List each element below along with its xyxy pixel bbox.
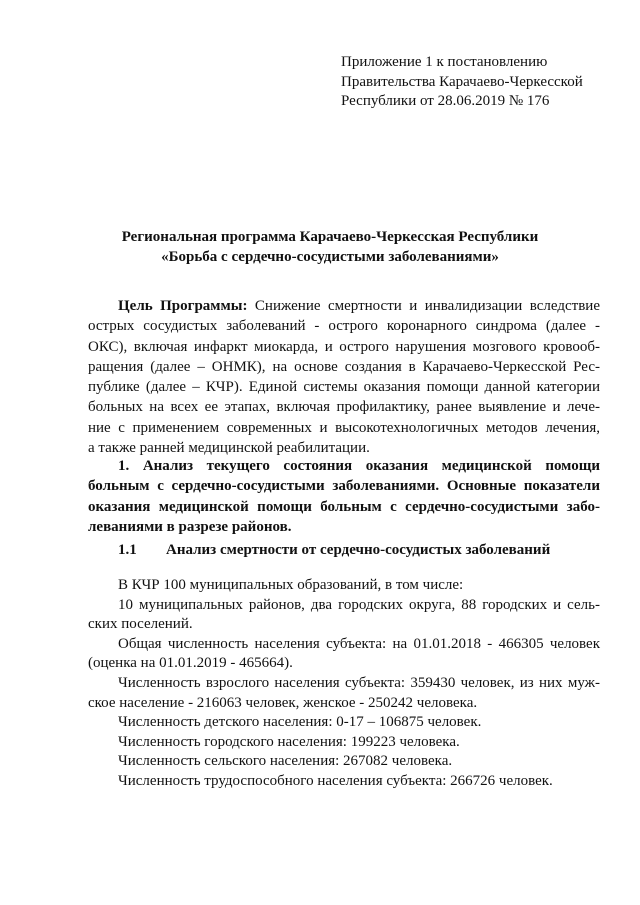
body-p2-line-1: 10 муниципальных районов, два городских округа, 88 городских и сель- [118,596,600,613]
body-text [88,576,600,792]
goal-line-7: ние с применением современных и высокотехнологичных методов лечения, [88,419,600,436]
section-1-1-heading [118,542,598,559]
goal-line-3: ОКС), включая инфаркт миокарда, и острого нарушения мозгового кровооб- [88,338,600,355]
section-1-line-3: оказания медицинской помощи больным с сердечно-сосудистыми забо- [88,498,600,515]
appendix-header [341,53,583,112]
section-1-1-number: 1.1 [118,542,137,558]
appendix-line-1: Приложение 1 к постановлению [341,54,548,70]
goal-paragraph [88,296,600,458]
body-p4-line-2: ское население - 216063 человек, женское - 250242 человека. [88,694,478,711]
section-1-1-title: Анализ смертности от сердечно-сосудистых заболеваний [166,542,551,558]
goal-label: Цель Программы: [118,298,248,314]
body-p6: Численность городского населения: 199223 человека. [118,733,460,750]
document-title [80,228,580,267]
body-p8: Численность трудоспособного населения субъекта: 266726 человек. [118,772,553,789]
body-p2-line-2: ских поселений. [88,616,193,633]
body-p5: Численность детского населения: 0-17 – 106875 человек. [118,714,482,731]
body-p4-line-1: Численность взрослого населения субъекта: 359430 человек, из них муж- [118,674,600,691]
body-p7: Численность сельского населения: 267082 человека. [118,753,453,770]
body-p3-line-2: (оценка на 01.01.2019 - 465664). [88,655,293,672]
goal-line-1: Снижение смертности и инвалидизации вследствие [247,298,600,314]
body-p1: В КЧР 100 муниципальных образований, в том числе: [118,577,464,593]
goal-line-2: острых сосудистых заболеваний - острого коронарного синдрома (далее - [88,318,600,335]
section-1-heading [88,456,600,537]
section-1-line-1: 1. Анализ текущего состояния оказания медицинской помощи [118,458,600,474]
title-line-2: «Борьба с сердечно-сосудистыми заболеваниями» [161,248,499,265]
section-1-line-2: больным с сердечно-сосудистыми заболеваниями. Основные показатели [88,478,600,495]
goal-line-6: больных на всех ее этапах, включая профилактику, ранее выявление и лече- [88,399,600,416]
appendix-line-2: Правительства Карачаево-Черкесской [341,73,583,90]
body-p3-line-1: Общая численность населения субъекта: на 01.01.2018 - 466305 человек [118,635,600,652]
goal-line-8: а также ранней медицинской реабилитации. [88,440,370,457]
appendix-line-3: Республики от 28.06.2019 № 176 [341,93,550,109]
goal-line-4: ращения (далее – ОНМК), на основе создания в Карачаево-Черкесской Рес- [88,358,600,375]
title-line-1: Региональная программа Карачаево-Черкесская Республики [121,229,539,245]
section-1-line-4: леваниями в разрезе районов. [88,518,292,535]
goal-line-5: публике (далее – КЧР). Единой системы оказания помощи данной категории [88,379,600,396]
